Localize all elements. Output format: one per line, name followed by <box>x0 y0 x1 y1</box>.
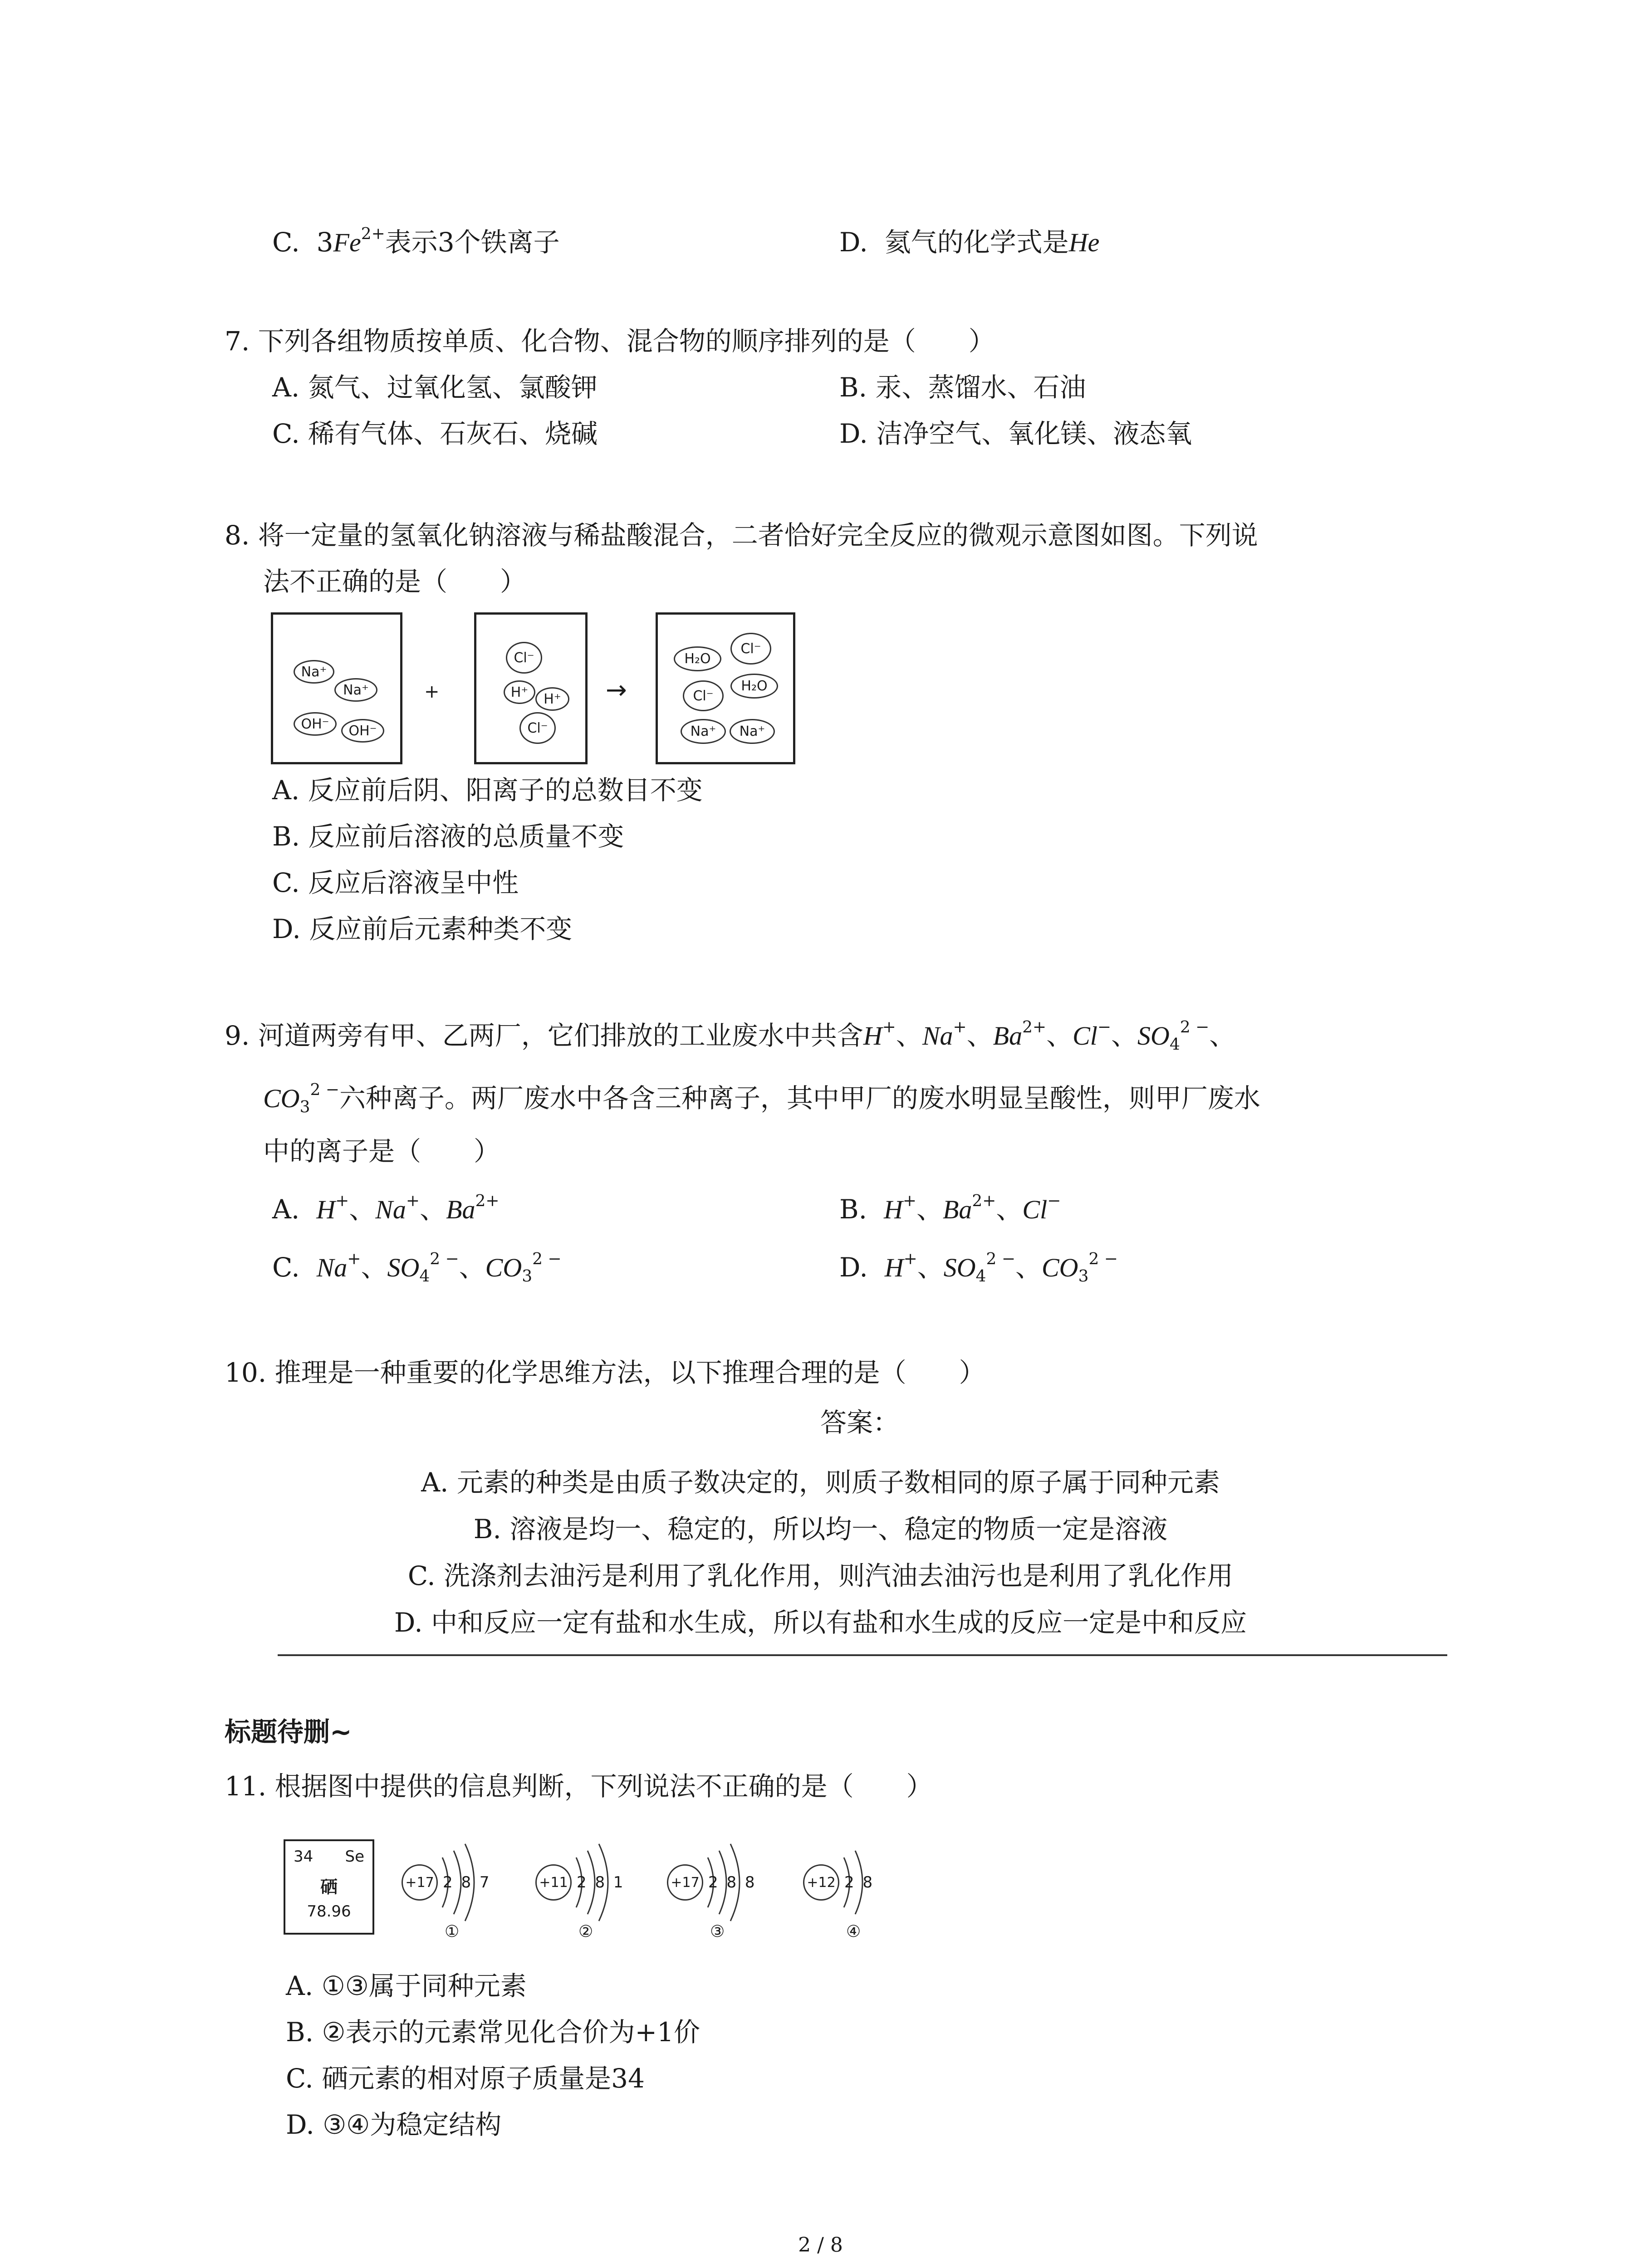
q7-option-d: D. 洁净空气、氧化镁、液态氧 <box>839 418 1192 449</box>
q6-option-c: C. $3Fe^{2+}$表示3个铁离子 <box>272 225 560 258</box>
q8-stem-line2: 法不正确的是（ ） <box>263 566 527 597</box>
q10-option-c: C. 洗涤剂去油污是利用了乳化作用，则汽油去油污也是利用了乳化作用 <box>407 1560 1234 1591</box>
ion-na: Na⁺ <box>681 719 726 744</box>
atom-label: ① <box>445 1922 460 1941</box>
element-symbol: Se <box>345 1848 364 1866</box>
atomic-mass: 78.96 <box>307 1902 351 1921</box>
q10-option-d: D. 中和反应一定有盐和水生成，所以有盐和水生成的反应一定是中和反应 <box>394 1607 1247 1638</box>
q9-option-d: D. H+、$SO_4^{2 -}$、$CO_3^{2 -}$ <box>839 1250 1118 1286</box>
ion-na: Na⁺ <box>730 719 775 744</box>
ion-oh: OH⁻ <box>294 712 337 736</box>
atom-structure-3 <box>665 1828 769 1946</box>
atom-label: ② <box>578 1922 593 1941</box>
shell-electrons: 2 8 7 <box>443 1873 490 1892</box>
q11-option-a: A. ①③属于同种元素 <box>286 1970 527 2001</box>
ion-cl: Cl⁻ <box>730 633 771 665</box>
reactant-box-hcl <box>474 612 588 764</box>
plus-sign: + <box>424 681 440 702</box>
atomic-number: 34 <box>294 1848 314 1866</box>
shell-electrons: 2 8 8 <box>708 1873 755 1892</box>
q8-stem-line1: 8. 将一定量的氢氧化钠溶液与稀盐酸混合，二者恰好完全反应的微观示意图如图。下列说 <box>225 520 1258 551</box>
q8-option-a: A. 反应前后阴、阳离子的总数目不变 <box>272 775 703 806</box>
reaction-arrow: → <box>606 675 627 705</box>
q9-stem-line1: 9. 河道两旁有甲、乙两厂，它们排放的工业废水中共含H+、Na+、$Ba^{2+}$、Cl−、$SO_4^{2 -}$、 <box>225 1018 1236 1054</box>
q9-option-a: A. H+、Na+、$Ba^{2+}$ <box>272 1192 500 1225</box>
atom-label: ④ <box>846 1922 861 1941</box>
nucleus: +12 <box>803 1864 839 1901</box>
atom-structure-1 <box>399 1828 504 1946</box>
shell-electrons: 2 8 1 <box>577 1873 623 1892</box>
q7-stem: 7. 下列各组物质按单质、化合物、混合物的顺序排列的是（ ） <box>225 326 995 357</box>
q11-stem: 11. 根据图中提供的信息判断，下列说法不正确的是（ ） <box>225 1771 933 1802</box>
molecule-h2o: H₂O <box>674 646 721 671</box>
element-card-se <box>284 1839 374 1935</box>
q9-option-c: C. Na+、$SO_4^{2 -}$、$CO_3^{2 -}$ <box>272 1250 562 1286</box>
ion-h: H⁺ <box>504 680 535 704</box>
q11-option-b: B. ②表示的元素常见化合价为+1价 <box>286 2017 700 2048</box>
q10-option-a: A. 元素的种类是由质子数决定的，则质子数相同的原子属于同种元素 <box>421 1467 1220 1498</box>
q9-stem-line2: $CO_3^{2 -}$六种离子。两厂废水中各含三种离子，其中甲厂的废水明显呈酸性，则甲厂废水 <box>263 1080 1260 1116</box>
q10-stem: 10. 推理是一种重要的化学思维方法，以下推理合理的是（ ） <box>225 1357 985 1388</box>
answer-label: 答案： <box>820 1407 900 1438</box>
ion-oh: OH⁻ <box>341 719 384 743</box>
reactant-box-naoh <box>271 612 402 764</box>
nucleus: +17 <box>667 1864 703 1901</box>
molecule-h2o: H₂O <box>730 674 778 699</box>
atom-structure-4 <box>801 1828 892 1946</box>
q11-option-d: D. ③④为稳定结构 <box>286 2109 502 2140</box>
q7-option-a: A. 氮气、过氧化氢、氯酸钾 <box>272 372 598 403</box>
nucleus: +11 <box>535 1864 572 1901</box>
atom-structure-2 <box>533 1828 637 1946</box>
shell-electrons: 2 8 <box>844 1873 873 1892</box>
element-name: 硒 <box>320 1877 338 1897</box>
q11-option-c: C. 硒元素的相对原子质量是34 <box>286 2063 645 2094</box>
q10-option-b: B. 溶液是均一、稳定的，所以均一、稳定的物质一定是溶液 <box>473 1514 1168 1545</box>
atom-label: ③ <box>710 1922 725 1941</box>
ion-cl: Cl⁻ <box>506 642 542 674</box>
page-number: 2 / 8 <box>798 2234 843 2257</box>
ion-cl: Cl⁻ <box>519 712 556 744</box>
nucleus: +17 <box>402 1864 438 1901</box>
q6-option-d: D. 氦气的化学式是He <box>839 227 1100 258</box>
section-title: 标题待删~ <box>225 1716 352 1747</box>
product-box <box>656 612 795 764</box>
ion-na: Na⁺ <box>294 660 334 684</box>
ion-cl: Cl⁻ <box>683 680 724 711</box>
q9-option-b: B. H+、$Ba^{2+}$、Cl− <box>839 1192 1061 1225</box>
q7-option-b: B. 汞、蒸馏水、石油 <box>839 372 1086 403</box>
q8-option-b: B. 反应前后溶液的总质量不变 <box>272 821 624 852</box>
divider-rule <box>278 1654 1447 1656</box>
q7-option-c: C. 稀有气体、石灰石、烧碱 <box>272 418 598 449</box>
ion-na: Na⁺ <box>334 678 377 702</box>
q9-stem-line3: 中的离子是（ ） <box>263 1136 500 1167</box>
q8-option-d: D. 反应前后元素种类不变 <box>272 914 573 944</box>
ion-h: H⁺ <box>535 687 569 711</box>
q8-option-c: C. 反应后溶液呈中性 <box>272 867 519 898</box>
